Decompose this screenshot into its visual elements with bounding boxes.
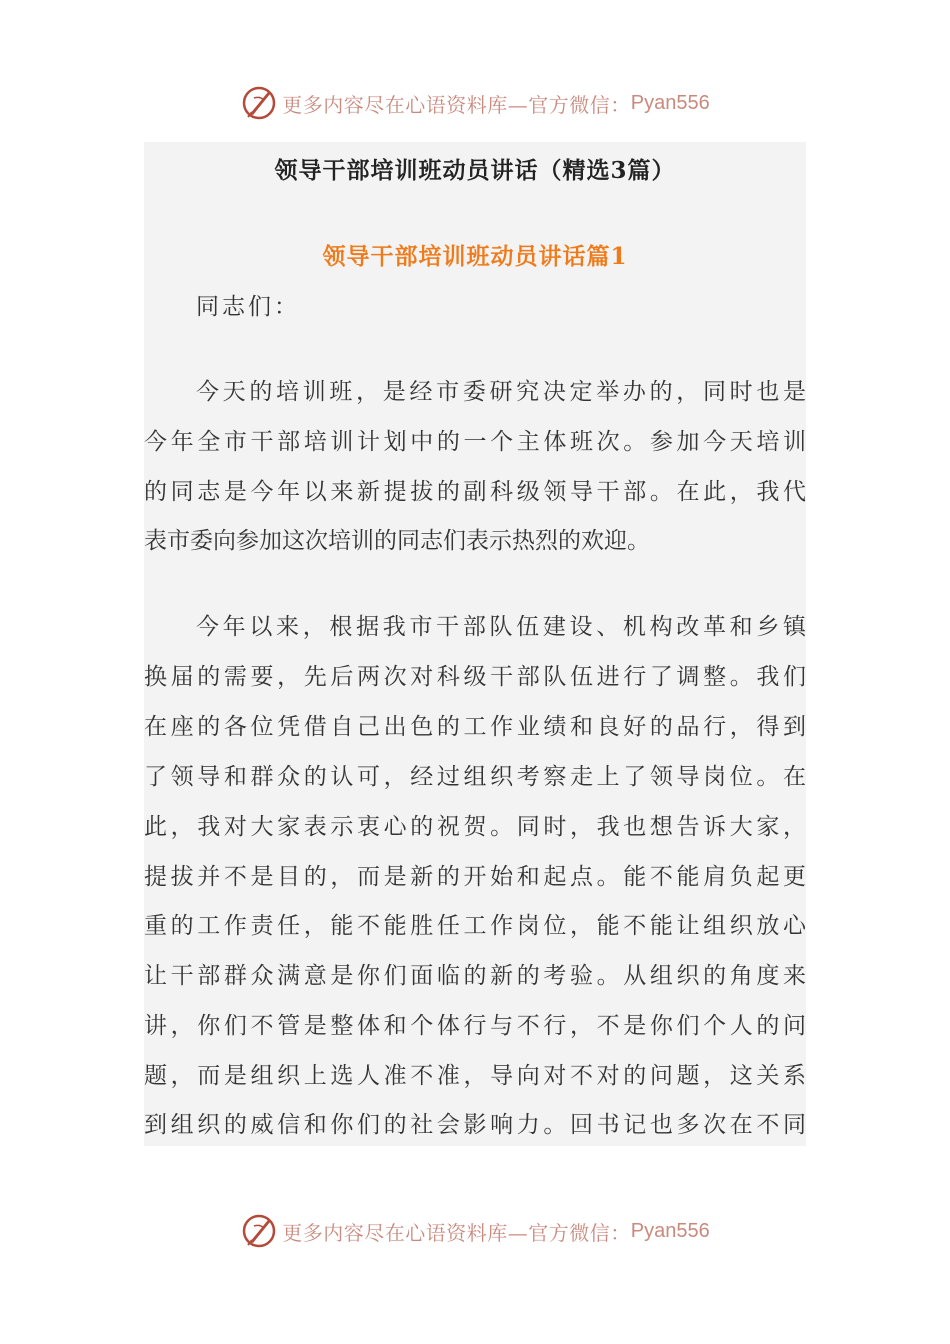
footer-watermark: [0, 1209, 950, 1253]
paragraph-line: 到组织的威信和你们的社会影响力。回书记也多次在不同: [144, 1112, 806, 1138]
watermark-wechat-id: Pyan556: [630, 1219, 710, 1242]
document-title: 领导干部培训班动员讲话（精选3篇）: [274, 157, 676, 184]
paragraph-line: 的同志是今年以来新提拔的副科级领导干部。在此，我代: [144, 479, 806, 505]
salutation: 同志们：: [196, 294, 300, 320]
paragraph-line: 让干部群众满意是你们面临的新的考验。从组织的角度来: [144, 963, 806, 989]
paragraph-line: 了领导和群众的认可，经过组织考察走上了领导岗位。在: [144, 764, 806, 790]
paragraph-line: 题，而是组织上选人准不准，导向对不对的问题，这关系: [144, 1063, 806, 1089]
paragraph-line: 重的工作责任，能不能胜任工作岗位，能不能让组织放心: [144, 913, 806, 939]
watermark-text: 更多内容尽在心语资料库—官方微信：: [282, 92, 631, 117]
watermark-text: 更多内容尽在心语资料库—官方微信：: [282, 1220, 631, 1245]
paragraph-line: 今年全市干部培训计划中的一个主体班次。参加今天培训: [144, 429, 806, 455]
paragraph-line: 此，我对大家表示衷心的祝贺。同时，我也想告诉大家，: [144, 814, 806, 840]
section-title: 领导干部培训班动员讲话篇1: [322, 243, 628, 270]
paragraph-line: 提拔并不是目的，而是新的开始和起点。能不能肩负起更: [144, 864, 806, 890]
paragraph-line: 今天的培训班，是经市委研究决定举办的，同时也是: [196, 379, 806, 405]
paragraph-line: 在座的各位凭借自己出色的工作业绩和良好的品行，得到: [144, 714, 806, 740]
quill-logo-icon: [240, 1212, 278, 1250]
paragraph-line: 表市委向参加这次培训的同志们表示热烈的欢迎。: [144, 528, 650, 554]
quill-logo-icon: [240, 84, 278, 122]
paragraph-line: 今年以来，根据我市干部队伍建设、机构改革和乡镇: [196, 614, 806, 640]
watermark-wechat-id: Pyan556: [630, 91, 710, 114]
paragraph-line: 换届的需要，先后两次对科级干部队伍进行了调整。我们: [144, 664, 806, 690]
document-body: [144, 142, 806, 1146]
paragraph-line: 讲，你们不管是整体和个体行与不行，不是你们个人的问: [144, 1013, 806, 1039]
header-watermark: [0, 81, 950, 125]
